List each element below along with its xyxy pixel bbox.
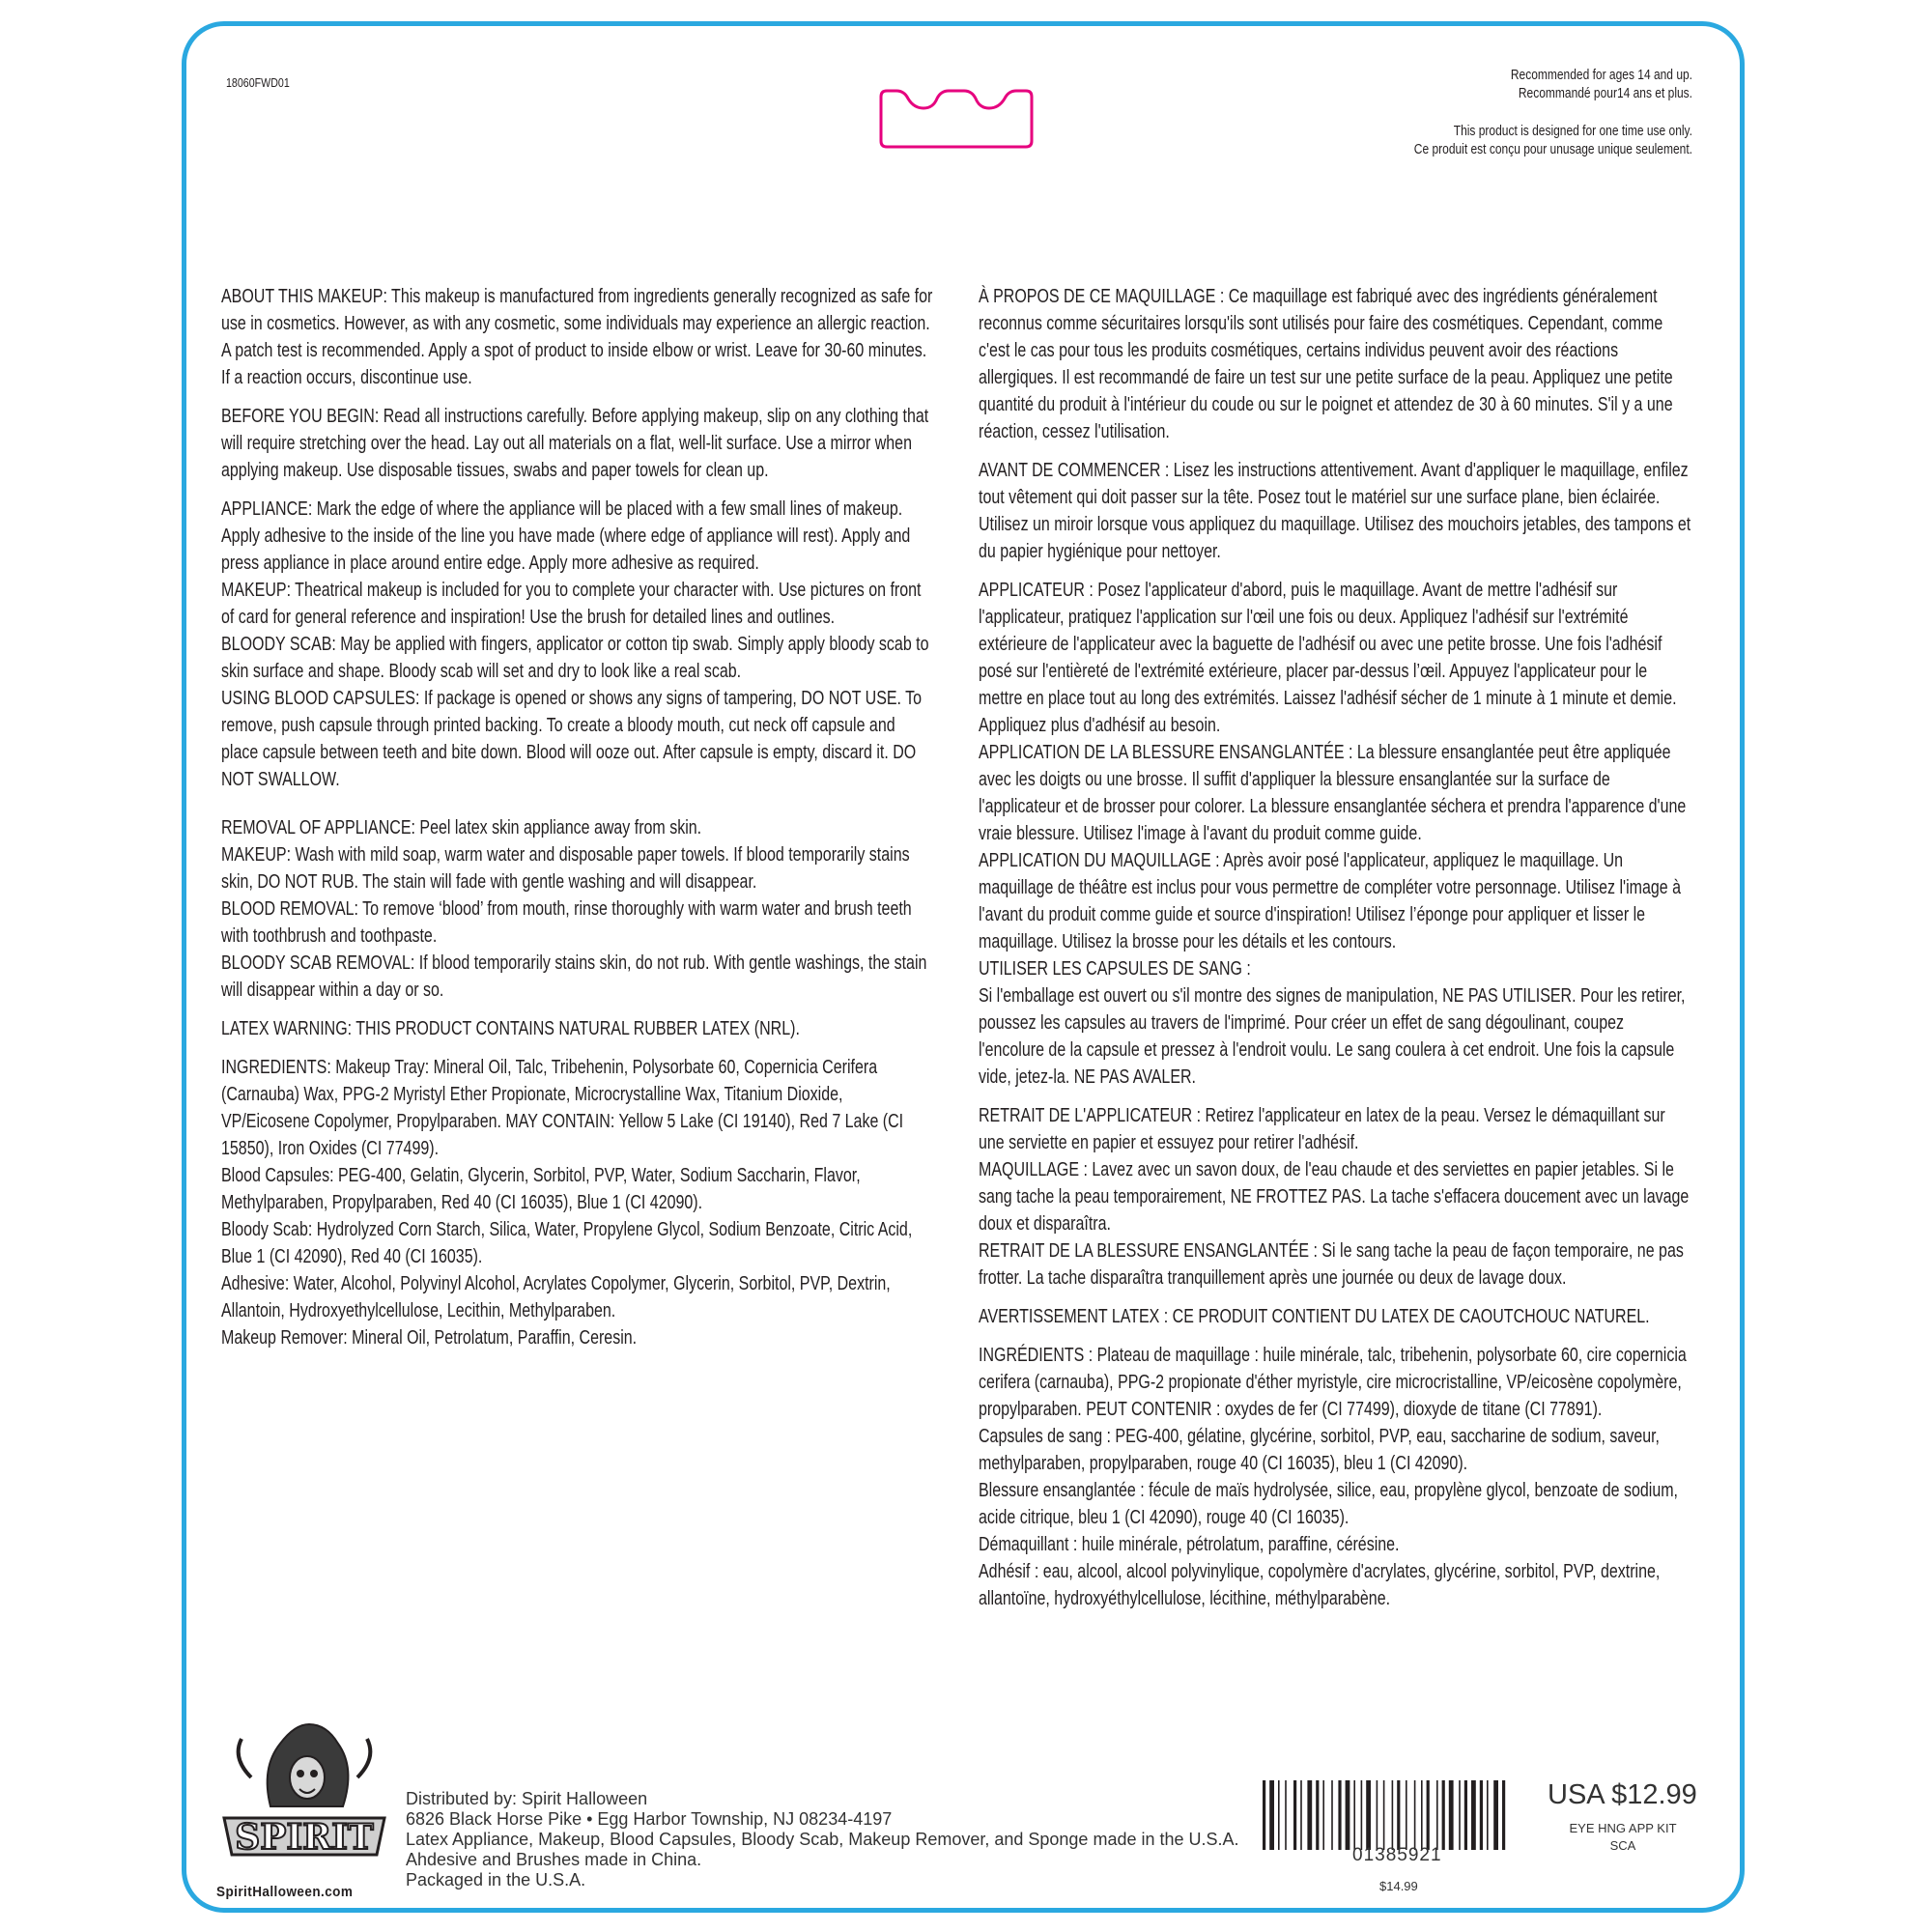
price: USA $12.99 [1548, 1779, 1697, 1810]
application-maquillage: APPLICATION DU MAQUILLAGE : Après avoir posé l'applicateur, appliquez le maquillage. Un maquillage de théâtre est inclus pour vous permettre de compléter votre personnage. Utilisez l'image à l'avant du produit comme guide et source d'inspiration! Utilisez l’éponge pour appliquer et lisser le maquillage. Utilisez la brosse pour les détails et les contours. [979, 850, 1681, 952]
capsules-heading: UTILISER LES CAPSULES DE SANG : [979, 958, 1251, 980]
makeup-removal: MAKEUP: Wash with mild soap, warm water and disposable paper towels. If blood temporarily stains skin, DO NOT RUB. The stain will fade with gentle washing and will disappear. [221, 844, 910, 893]
barcode-bar [1366, 1780, 1371, 1850]
english-instructions [221, 283, 934, 1351]
distributor-info [406, 1789, 1239, 1890]
barcode-bar [1338, 1780, 1341, 1850]
makeup: MAKEUP: Theatrical makeup is included for you to complete your character with. Use pictures on front of card for general reference and inspiration! Use the brush for detailed lines and outlines. [221, 580, 922, 628]
ingredients-remover: Makeup Remover: Mineral Oil, Petrolatum, Paraffin, Ceresin. [221, 1327, 638, 1349]
barcode-bar [1353, 1780, 1355, 1850]
barcode-bar [1502, 1780, 1505, 1850]
made-usa: Latex Appliance, Makeup, Blood Capsules, Bloody Scab, Makeup Remover, and Sponge made in the U.S.A. [406, 1830, 1239, 1849]
appliance: APPLIANCE: Mark the edge of where the appliance will be placed with a few small lines of makeup. Apply adhesive to the inside of the line you have made (where edge of appliance will rest). Apply and press appliance in place around entire edge. Apply more adhesive as required. [221, 498, 911, 574]
alt-price: $14.99 [1379, 1879, 1418, 1893]
product-name: EYE HNG APP KIT [1569, 1821, 1677, 1835]
barcode-bar [1322, 1780, 1324, 1850]
maquillage-retrait: MAQUILLAGE : Lavez avec un savon doux, de l'eau chaude et des serviettes en papier jetables. Si le sang tache la peau temporairement, NE FROTTEZ PAS. La tache s'effacera doucement avec un lavage doux et disparaîtra. [979, 1159, 1690, 1235]
barcode-bar [1487, 1780, 1489, 1850]
avant-de-commencer: AVANT DE COMMENCER : Lisez les instructions attentivement. Avant d'appliquer le maquillage, enfilez tout vêtement qui doit passer sur la tête. Posez tout le matériel sur une surface plane, bien éclairée. Utilisez un miroir lorsque vous appliquez du maquillage. Utilisez des mouchoirs jetables, des tampons et du papier hygiénique pour nettoyer. [979, 460, 1691, 562]
ingredients-tray: INGREDIENTS: Makeup Tray: Mineral Oil, Talc, Tribehenin, Polysorbate 60, Copernicia Cerifera (Carnauba) Wax, PPG-2 Myristyl Ether Propionate, Microcrystalline Wax, Titanium Dioxide, VP/Eicosene Copolymer, Propylparaben. MAY CONTAIN: Yellow 5 Lake (CI 19140), Red 7 Lake (CI 15850), Iron Oxides (CI 77499). [221, 1057, 904, 1159]
barcode-bar [1346, 1780, 1350, 1850]
removal-of-appliance: REMOVAL OF APPLIANCE: Peel latex skin appliance away from skin. [221, 817, 702, 838]
barcode-bar [1493, 1780, 1498, 1850]
use-fr: Ce produit est conçu pour unusage unique seulement. [1413, 141, 1692, 157]
barcode-bar [1269, 1780, 1274, 1850]
barcode-bar [1263, 1780, 1265, 1850]
barcode-bar [1449, 1780, 1454, 1850]
application-blessure: APPLICATION DE LA BLESSURE ENSANGLANTÉE : La blessure ensanglantée peut être appliquée avec les doigts ou une brosse. Il suffit d'appliquer la blessure ensanglantée sur la surface de l'applicateur et de brosser pour colorer. La blessure ensanglantée séchera et prendra l'apparence d'une vraie blessure. Utilisez l'image à l'avant du produit comme guide. [979, 742, 1687, 844]
hang-hole-icon [867, 83, 1045, 151]
ingredients-scab: Bloody Scab: Hydrolyzed Corn Starch, Silica, Water, Propylene Glycol, Sodium Benzoate, Citric Acid, Blue 1 (CI 42090), Red 40 (CI 16035). [221, 1219, 913, 1267]
blood-removal: BLOOD REMOVAL: To remove ‘blood’ from mouth, rinse thoroughly with warm water and brush teeth with toothbrush and toothpaste. [221, 898, 912, 947]
barcode-bar [1397, 1780, 1400, 1850]
barcode-bar [1442, 1780, 1445, 1850]
barcode-bar [1392, 1780, 1394, 1850]
age-usage-notice [1287, 66, 1692, 158]
address: 6826 Black Horse Pike • Egg Harbor Township, NJ 08234-4197 [406, 1809, 893, 1829]
a-propos: À PROPOS DE CE MAQUILLAGE : Ce maquillage est fabriqué avec des ingrédients généralement reconnus comme sécuritaires lorsqu'ils sont utilisés pour faire des cosmétiques. Cependant, comme c'est le cas pour tous les produits cosmétiques, certains individus peuvent avoir des réactions allergiques. Il est recommandé de faire un test sur une petite surface de la peau. Appliquez une petite quantité du produit à l'intérieur du coude ou sur le poignet et attendez de 30 à 60 minutes. S'il y a une réaction, cessez l'utilisation. [979, 286, 1673, 442]
barcode-bar [1406, 1780, 1407, 1850]
packaged: Packaged in the U.S.A. [406, 1870, 586, 1889]
avertissement-latex: AVERTISSEMENT LATEX : CE PRODUIT CONTIENT DU LATEX DE CAOUTCHOUC NATUREL. [979, 1306, 1650, 1327]
barcode-bar [1414, 1780, 1416, 1850]
barcode-bar [1285, 1780, 1287, 1850]
ingredients-adhesive: Adhesive: Water, Alcohol, Polyvinyl Alcohol, Acrylates Copolymer, Glycerin, Sorbitol, PVP, Dextrin, Allantoin, Hydroxyethylcellulose, Lecithin, Methylparaben. [221, 1273, 891, 1321]
barcode-icon [1263, 1780, 1523, 1850]
product-code-top: 18060FWD01 [226, 75, 290, 90]
barcode-bar [1331, 1780, 1333, 1850]
barcode-bar [1436, 1780, 1438, 1850]
retrait-blessure: RETRAIT DE LA BLESSURE ENSANGLANTÉE : Si le sang tache la peau de façon temporaire, ne pas frotter. La tache disparaîtra tranquillement après une journée ou deux de lavage doux. [979, 1240, 1684, 1289]
barcode-bar [1464, 1780, 1467, 1850]
product-code: SCA [1609, 1838, 1636, 1853]
use-en: This product is designed for one time use only. [1453, 123, 1692, 139]
capsules-text: Si l'emballage est ouvert ou s'il montre des signes de manipulation, NE PAS UTILISER. Pour les retirer, poussez les capsules au travers de l'imprimé. Pour créer un effet de sang dégoulinant, coupez l'encolure de la capsule et pressez à l'endroit voulu. Le sang coulera à cet endroit. Une fois la capsule vide, jetez-la. NE PAS AVALER. [979, 985, 1686, 1088]
ingredients-capsules: Blood Capsules: PEG-400, Gelatin, Glycerin, Sorbitol, PVP, Water, Sodium Saccharin, Flavor, Methylparaben, Propylparaben, Red 40 (CI 16035), Blue 1 (CI 42090). [221, 1165, 861, 1213]
ingredients-plateau: INGRÉDIENTS : Plateau de maquillage : huile minérale, talc, tribehenin, polysorbate 60, cire copernicia cerifera (carnauba), PPG-2 propionate d'éther myristyle, cire microcristalline, VP/eicosène copolymère, propylparaben. PEUT CONTENIR : oxydes de fer (CI 77499), dioxyde de titane (CI 77891). [979, 1345, 1687, 1420]
logo-wordmark: SPIRIT [235, 1817, 374, 1858]
barcode-bar [1427, 1780, 1430, 1850]
age-en: Recommended for ages 14 and up. [1510, 67, 1692, 83]
barcode-bar [1307, 1780, 1312, 1850]
applicateur: APPLICATEUR : Posez l'applicateur d'abord, puis le maquillage. Avant de mettre l'adhésif sur l'applicateur, pratiquez l'application sur l'œil une fois ou deux. Appliquez l'adhésif sur l'extrémité extérieure de l'applicateur avec la baguette de l'adhésif ou avec une petite brosse. Une fois l'adhésif posé sur l'entièreté de l'extrémité extérieure, placer par-dessus l’œil. Appuyez l'applicateur pour le mettre en place tout au long des extrémités. Laissez l'adhésif sécher de 1 minute à 1 minute et demie. Appliquez plus d'adhésif au besoin. [979, 580, 1677, 736]
before-you-begin: BEFORE YOU BEGIN: Read all instructions carefully. Before applying makeup, slip on any clothing that will require stretching over the head. Lay out all materials on a flat, well-lit surface. Use a mirror when applying makeup. Use disposable tissues, swabs and paper towels for clean up. [221, 406, 929, 481]
distributed-by: Distributed by: Spirit Halloween [406, 1789, 648, 1808]
retrait-applicateur: RETRAIT DE L'APPLICATEUR : Retirez l'applicateur en latex de la peau. Versez le démaquillant sur une serviette en papier et essuyez pour retirer l'adhésif. [979, 1105, 1665, 1153]
ingredients-capsules-fr: Capsules de sang : PEG-400, gélatine, glycérine, sorbitol, PVP, eau, saccharine de sodium, saveur, methylparaben, propylparaben, rouge 40 (CI 16035), bleu 1 (CI 42090). [979, 1426, 1660, 1474]
blood-capsules: USING BLOOD CAPSULES: If package is opened or shows any signs of tampering, DO NOT USE. To remove, push capsule through printed backing. To create a bloody mouth, cut neck off capsule and place capsule between teeth and bite down. Blood will ooze out. After capsule is empty, discard it. DO NOT SWALLOW. [221, 688, 923, 790]
about-makeup: ABOUT THIS MAKEUP: This makeup is manufactured from ingredients generally recognized as safe for use in cosmetics. However, as with any cosmetic, some individuals may experience an allergic reaction. A patch test is recommended. Apply a spot of product to inside elbow or wrist. Leave for 30-60 minutes. If a reaction occurs, discontinue use. [221, 286, 933, 388]
barcode-number: 01385921 [1352, 1845, 1442, 1865]
barcode-bar [1293, 1780, 1296, 1850]
logo-url: SpiritHalloween.com [216, 1884, 354, 1900]
age-fr: Recommandé pour14 ans et plus. [1518, 85, 1692, 101]
barcode-bar [1361, 1780, 1363, 1850]
barcode-bar [1459, 1780, 1461, 1850]
made-china: Ahdesive and Brushes made in China. [406, 1850, 702, 1869]
bloody-scab-removal: BLOODY SCAB REMOVAL: If blood temporarily stains skin, do not rub. With gentle washings, the stain will disappear within a day or so. [221, 952, 927, 1001]
barcode-bar [1278, 1780, 1280, 1850]
french-instructions [979, 283, 1693, 1612]
ingredients-blessure: Blessure ensanglantée : fécule de maïs hydrolysée, silice, eau, propylène glycol, benzoate de sodium, acide citrique, bleu 1 (CI 42090), rouge 40 (CI 16035). [979, 1480, 1678, 1528]
barcode-bar [1300, 1780, 1302, 1850]
barcode-bar [1421, 1780, 1423, 1850]
ingredients-adhesif: Adhésif : eau, alcool, alcool polyvinylique, copolymère d'acrylates, glycérine, sorbitol, PVP, dextrine, allantoïne, hydroxyéthylcellulose, lécithine, méthylparabène. [979, 1561, 1661, 1609]
barcode-bar [1316, 1780, 1319, 1850]
barcode-bar [1480, 1780, 1483, 1850]
barcode-bar [1377, 1780, 1378, 1850]
barcode-bar [1383, 1780, 1385, 1850]
bloody-scab: BLOODY SCAB: May be applied with fingers, applicator or cotton tip swab. Simply apply bloody scab to skin surface and shape. Bloody scab will set and dry to look like a real scab. [221, 634, 929, 682]
product-label [1555, 1820, 1690, 1855]
barcode-bar [1471, 1780, 1476, 1850]
latex-warning: LATEX WARNING: THIS PRODUCT CONTAINS NATURAL RUBBER LATEX (NRL). [221, 1018, 800, 1039]
ingredients-demaquillant: Démaquillant : huile minérale, pétrolatum, paraffine, cérésine. [979, 1534, 1400, 1555]
spirit-logo-icon [213, 1710, 396, 1884]
